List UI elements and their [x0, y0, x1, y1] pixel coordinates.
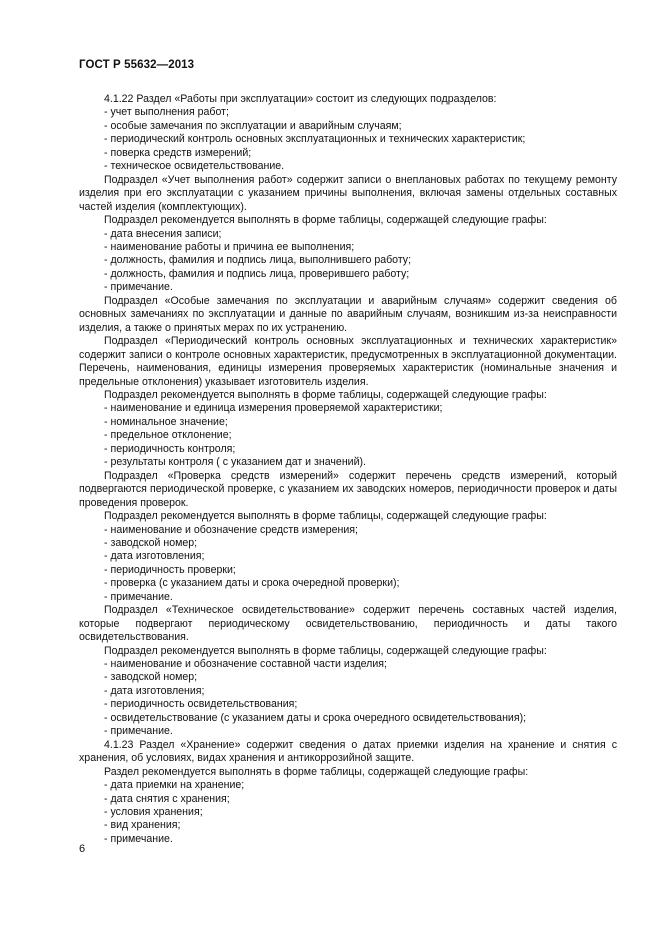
paragraph: Подраздел «Периодический контроль основных эксплуатационных и технических характеристик» содержит записи о контроле основных характеристик, предусмотренных в эксплуатационной документации. Перечень, наименования, единицы измерения проверяемых характеристик (номинальные значения и предельные отклонения) указывает изготовитель изделия. [79, 335, 617, 388]
list-item: - дата изготовления; [104, 550, 205, 563]
list-item: - дата изготовления; [104, 684, 205, 697]
list-item: - должность, фамилия и подпись лица, проверившего работу; [104, 267, 410, 280]
paragraph: Подраздел «Проверка средств измерений» содержит перечень средств измерений, который подвергаются периодической проверке, с указанием их заводских номеров, периодичности проверок и даты проведения проверок. [79, 469, 617, 509]
page-number: 6 [79, 843, 86, 855]
list-item: - периодичность контроля; [104, 442, 236, 455]
list-item: - дата снятия с хранения; [104, 792, 230, 805]
list-item: - дата приемки на хранение; [104, 779, 245, 792]
list-item: - примечание. [104, 725, 173, 738]
list-item: - вид хранения; [104, 819, 181, 832]
document-header: ГОСТ Р 55632—2013 [79, 59, 195, 71]
paragraph: 4.1.22 Раздел «Работы при эксплуатации» состоит из следующих подразделов: [104, 93, 497, 105]
list-item: - особые замечания по эксплуатации и аварийным случаям; [104, 119, 402, 132]
list-item: - наименование и единица измерения проверяемой характеристики; [104, 402, 443, 415]
paragraph: Подраздел рекомендуется выполнять в форме таблицы, содержащей следующие графы: [104, 510, 547, 523]
list-item: - наименование и обозначение средств измерения; [104, 523, 358, 536]
paragraph: Подраздел «Особые замечания по эксплуатации и аварийным случаям» содержит сведения об основных замечаниях по эксплуатации и данные по аварийным случаям, возникшим из-за неисправности изделия, а также о принятых мерах по их устранению. [79, 294, 617, 334]
list-item: - должность, фамилия и подпись лица, выполнившего работу; [104, 254, 412, 267]
paragraph: Подраздел «Учет выполнения работ» содержит записи о внеплановых работах по текущему ремонту изделия при его эксплуатации с указанием причины выполнения, включая замены отдельных составных частей изделия (комплектующих). [79, 173, 617, 213]
paragraph: Подраздел рекомендуется выполнять в форме таблицы, содержащей следующие графы: [104, 214, 547, 227]
list-item: - условия хранения; [104, 806, 203, 819]
list-item: - техническое освидетельствование. [104, 160, 285, 173]
list-item: - учет выполнения работ; [104, 106, 229, 119]
list-item: - дата внесения записи; [104, 227, 222, 240]
list-item: - поверка средств измерений; [104, 146, 252, 159]
list-item: - заводской номер; [104, 536, 198, 549]
list-item: - примечание. [104, 590, 173, 603]
list-item: - результаты контроля ( с указанием дат и значений). [104, 456, 366, 469]
list-item: - проверка (с указанием даты и срока очередной проверки); [104, 577, 400, 590]
paragraph: 4.1.23 Раздел «Хранение» содержит сведения о датах приемки изделия на хранение и снятия с хранения, об условиях, видах хранения и антикоррозийной защите. [79, 738, 617, 765]
list-item: - наименование и обозначение составной части изделия; [104, 658, 387, 671]
list-item: - примечание. [104, 281, 173, 294]
list-item: - номинальное значение; [104, 415, 228, 428]
list-item: - периодический контроль основных эксплуатационных и технических характеристик; [104, 133, 526, 146]
list-item: - периодичность проверки; [104, 563, 236, 576]
document-body [79, 93, 617, 846]
list-item: - заводской номер; [104, 671, 198, 684]
list-item: - предельное отклонение; [104, 429, 232, 442]
list-item: - наименование работы и причина ее выполнения; [104, 240, 355, 253]
list-item: - периодичность освидетельствования; [104, 698, 298, 711]
list-item: - примечание. [104, 832, 173, 845]
paragraph: Раздел рекомендуется выполнять в форме таблицы, содержащей следующие графы: [104, 765, 529, 778]
paragraph: Подраздел «Техническое освидетельствование» содержит перечень составных частей изделия, которые подвергают периодическому освидетельствованию, периодичность и даты такого освидетельствования. [79, 604, 617, 644]
paragraph: Подраздел рекомендуется выполнять в форме таблицы, содержащей следующие графы: [104, 388, 547, 401]
paragraph: Подраздел рекомендуется выполнять в форме таблицы, содержащей следующие графы: [104, 644, 547, 657]
list-item: - освидетельствование (с указанием даты и срока очередного освидетельствования); [104, 711, 527, 724]
